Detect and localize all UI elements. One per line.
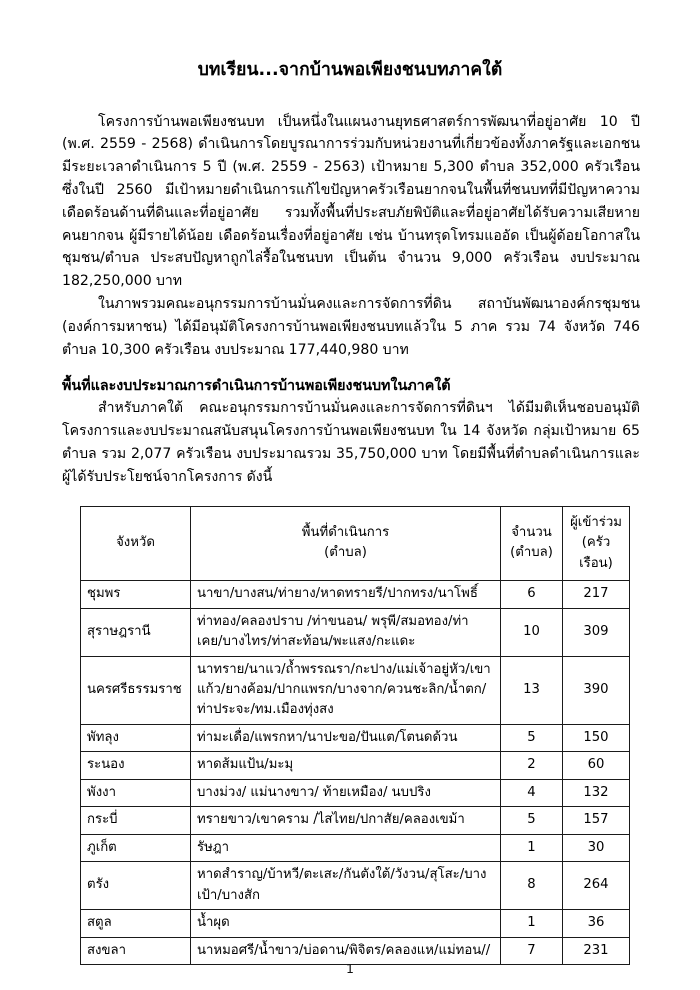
table-container	[0, 506, 700, 965]
table-row	[81, 910, 630, 937]
cell-people: 157	[563, 807, 630, 834]
column-header-count	[501, 506, 563, 580]
cell-people: 390	[563, 656, 630, 724]
table-row	[81, 779, 630, 806]
cell-people: 309	[563, 608, 630, 656]
table-header	[81, 506, 630, 580]
cell-area: ท่าทอง/คลองปราบ /ท่าขนอน/ พรุพี/สมอทอง/ท่าเคย/บางไทร/ท่าสะท้อน/พะแสง/กะแดะ	[191, 608, 501, 656]
column-header-area-label-line1: พื้นที่ดำเนินการ	[301, 525, 390, 541]
cell-area: นาขา/บางสน/ท่ายาง/หาดทรายรี/ปากทรง/นาโพธิ์	[191, 581, 501, 608]
cell-province: ตรัง	[81, 862, 191, 910]
cell-province: สตูล	[81, 910, 191, 937]
cell-area: ทรายขาว/เขาคราม /ไสไทย/ปกาสัย/คลองเขม้า	[191, 807, 501, 834]
cell-province: สุราษฎรานี	[81, 608, 191, 656]
cell-people: 60	[563, 752, 630, 779]
table-row	[81, 581, 630, 608]
cell-area: ท่ามะเดื่อ/แพรกหา/นาปะขอ/ปันแต/โตนดด้วน	[191, 724, 501, 751]
document-body	[0, 111, 700, 489]
cell-people: 36	[563, 910, 630, 937]
cell-count: 13	[501, 656, 563, 724]
table-row	[81, 834, 630, 861]
column-header-count-label-line2: (ตำบล)	[510, 545, 553, 561]
cell-province: สงขลา	[81, 937, 191, 964]
cell-people: 150	[563, 724, 630, 751]
column-header-people-label-line1: ผู้เข้าร่วม	[570, 514, 622, 530]
cell-count: 5	[501, 724, 563, 751]
cell-people: 30	[563, 834, 630, 861]
cell-count: 1	[501, 834, 563, 861]
cell-people: 231	[563, 937, 630, 964]
cell-count: 1	[501, 910, 563, 937]
cell-count: 7	[501, 937, 563, 964]
cell-province: พัทลุง	[81, 724, 191, 751]
cell-area: หาดส้มแป้น/มะมุ	[191, 752, 501, 779]
column-header-people-label-line2: (ครัวเรือน)	[579, 535, 613, 571]
cell-people: 132	[563, 779, 630, 806]
paragraph-national-summary: ในภาพรวมคณะอนุกรรมการบ้านมั่นคงและการจัดการที่ดิน สถาบันพัฒนาองค์กรชุมชน (องค์การมหาชน) ได้มีอนุมัติโครงการบ้านพอเพียงชนบทแล้วใน 5 ภาค รวม 74 จังหวัด 746 ตำบล 10,300 ครัวเรือน งบประมาณ 177,440,980 บาท	[62, 296, 640, 358]
paragraph-south-region-detail: สำหรับภาคใต้ คณะอนุกรรมการบ้านมั่นคงและการจัดการที่ดินฯ ได้มีมติเห็นชอบอนุมัติโครงการและงบประมาณสนับสนุนโครงการบ้านพอเพียงชนบท ใน 14 จังหวัด กลุ่มเป้าหมาย 65 ตำบล รวม 2,077 ครัวเรือน งบประมาณรวม 35,750,000 บาท โดยมีพื้นที่ตำบลดำเนินการและผู้ได้รับประโยชน์จากโครงการ ดังนี้	[62, 400, 640, 485]
cell-count: 2	[501, 752, 563, 779]
table-row	[81, 862, 630, 910]
cell-area: นาทราย/นาแว/ถ้ำพรรณรา/กะปาง/แม่เจ้าอยู่หัว/เขาแก้ว/ยางค้อม/ปากแพรก/บางจาก/ควนชะลิก/น้ำตก/ท่าประจะ/ทม.เมืองทุ่งสง	[191, 656, 501, 724]
column-header-province-label: จังหวัด	[116, 535, 155, 551]
table-header-row	[81, 506, 630, 580]
cell-province: ชุมพร	[81, 581, 191, 608]
table-row	[81, 752, 630, 779]
cell-area: รัษฎา	[191, 834, 501, 861]
cell-people: 217	[563, 581, 630, 608]
cell-province: ระนอง	[81, 752, 191, 779]
cell-count: 10	[501, 608, 563, 656]
page-title: บทเรียน...จากบ้านพอเพียงชนบทภาคใต้	[197, 60, 503, 80]
cell-count: 6	[501, 581, 563, 608]
cell-area: หาดสำราญ/บ้าหวี/ตะเสะ/กันตังใต้/วังวน/สุโสะ/บางเป้า/บางสัก	[191, 862, 501, 910]
cell-province: ภูเก็ต	[81, 834, 191, 861]
column-header-count-label-line1: จำนวน	[511, 525, 552, 541]
cell-province: พังงา	[81, 779, 191, 806]
cell-area: น้ำผุด	[191, 910, 501, 937]
cell-count: 5	[501, 807, 563, 834]
province-budget-table	[80, 506, 630, 965]
cell-count: 8	[501, 862, 563, 910]
column-header-province	[81, 506, 191, 580]
cell-count: 4	[501, 779, 563, 806]
column-header-area-label-line2: (ตำบล)	[324, 545, 367, 561]
table-row	[81, 608, 630, 656]
table-body	[81, 581, 630, 965]
cell-people: 264	[563, 862, 630, 910]
column-header-area	[191, 506, 501, 580]
table-row	[81, 656, 630, 724]
cell-province: กระบี่	[81, 807, 191, 834]
page-number: 1	[346, 961, 354, 976]
paragraph-project-overview: โครงการบ้านพอเพียงชนบท เป็นหนึ่งในแผนงานยุทธศาสตร์การพัฒนาที่อยู่อาศัย 10 ปี (พ.ศ. 2559 - 2568) ดำเนินการโดยบูรณาการร่วมกับหน่วยงานที่เกี่ยวข้องทั้งภาครัฐและเอกชน มีระยะเวลาดำเนินการ 5 ปี (พ.ศ. 2559 - 2563) เป้าหมาย 5,300 ตำบล 352,000 ครัวเรือน ซึ่งในปี 2560 มีเป้าหมายดำเนินการแก้ไขปัญหาครัวเรือนยากจนในพื้นที่ชนบทที่มีปัญหาความเดือดร้อนด้านที่ดินและที่อยู่อาศัย รวมทั้งพื้นที่ประสบภัยพิบัติและที่อยู่อาศัยได้รับความเสียหาย คนยากจน ผู้มีรายได้น้อย เดือดร้อนเรื่องที่อยู่อาศัย เช่น บ้านทรุดโทรมแออัด เป็นผู้ด้อยโอกาสในชุมชน/ตำบล ประสบปัญหาถูกไล่รื้อในชนบท เป็นต้น จำนวน 9,000 ครัวเรือน งบประมาณ 182,250,000 บาท	[62, 113, 640, 290]
cell-area: บางม่วง/ แม่นางขาว/ ท้ายเหมือง/ นบปริง	[191, 779, 501, 806]
section-heading-south-region: พื้นที่และงบประมาณการดำเนินการบ้านพอเพียงชนบทในภาคใต้	[62, 377, 451, 394]
cell-province: นครศรีธรรมราช	[81, 656, 191, 724]
table-row	[81, 724, 630, 751]
table-row	[81, 807, 630, 834]
column-header-people	[563, 506, 630, 580]
cell-area: นาหมอศรี/น้ำขาว/บ่อดาน/พิจิตร/คลองแห/แม่ทอน//	[191, 937, 501, 964]
